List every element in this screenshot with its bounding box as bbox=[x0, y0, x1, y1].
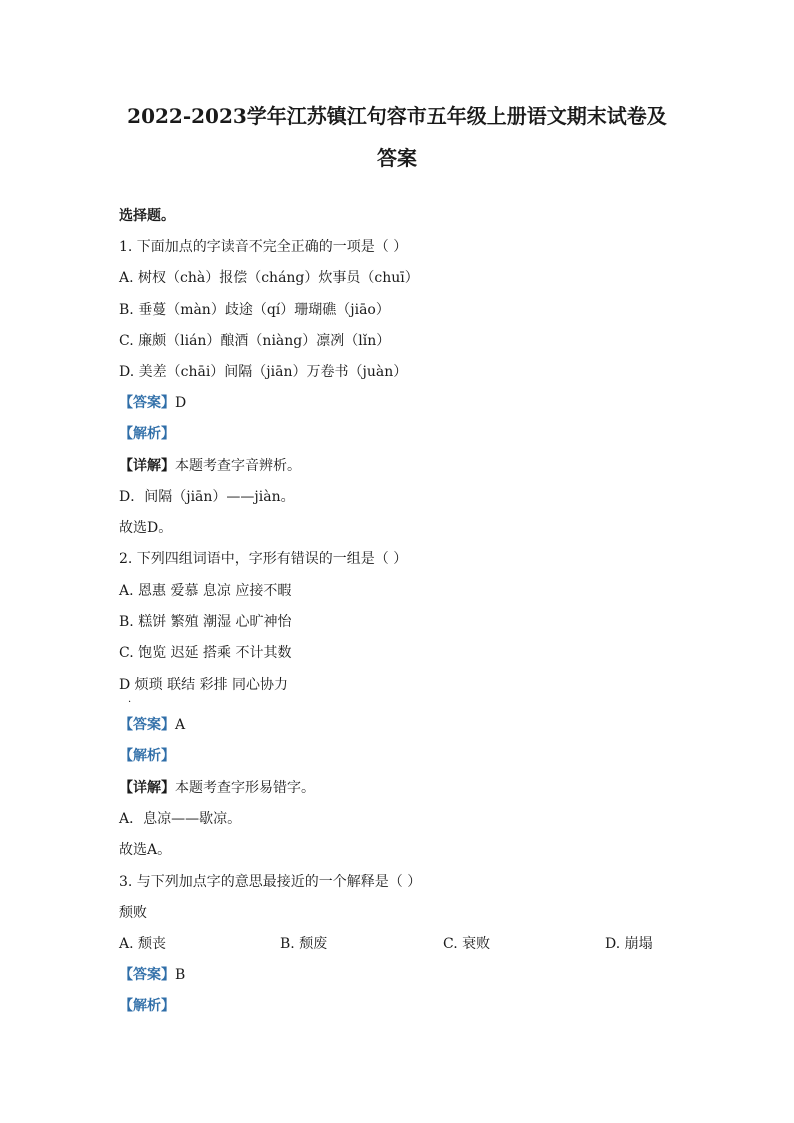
answer-tag: 【答案】 bbox=[119, 967, 175, 983]
q2-question: 2. 下列四组词语中，字形有错误的一组是（ ） bbox=[119, 551, 408, 567]
q3-option-a: A. 颓丧 bbox=[119, 936, 167, 952]
q2-analysis bbox=[119, 747, 175, 765]
q3-option-b: B. 颓废 bbox=[280, 936, 328, 952]
q1-option-a: A. 树杈（chà）报偿（cháng）炊事员（chuī） bbox=[119, 270, 419, 286]
q3-option-c: C. 衰败 bbox=[443, 936, 491, 952]
q2-conclusion: 故选A。 bbox=[119, 842, 172, 858]
document-title-line-1: 2022-2023学年江苏镇江句容市五年级上册语文期末试卷及 bbox=[127, 104, 667, 128]
q2-option-c: C. 饱览 迟延 搭乘 不计其数 bbox=[119, 645, 292, 661]
q2-answer-value: A bbox=[175, 717, 186, 733]
q3-answer-value: B bbox=[175, 967, 186, 983]
q2-detail-text: 本题考查字形易错字。 bbox=[175, 780, 315, 796]
detail-tag: 【详解】 bbox=[119, 458, 175, 474]
detail-tag: 【详解】 bbox=[119, 780, 175, 796]
q2-detail bbox=[119, 779, 315, 797]
q1-option-c: C. 廉颇（lián）酿酒（niàng）凛冽（lǐn） bbox=[119, 333, 391, 349]
q1-option-d: D. 美差（chāi）间隔（jiān）万卷书（juàn） bbox=[119, 364, 408, 380]
q1-conclusion: 故选D。 bbox=[119, 520, 173, 536]
q2-option-d: D 烦琐 联结 彩排 同心协力 bbox=[119, 677, 289, 693]
q3-analysis bbox=[119, 997, 175, 1015]
analysis-tag: 【解析】 bbox=[119, 748, 175, 764]
answer-tag: 【答案】 bbox=[119, 717, 175, 733]
analysis-tag: 【解析】 bbox=[119, 998, 175, 1014]
q1-detail-text: 本题考查字音辨析。 bbox=[175, 458, 301, 474]
q2-answer bbox=[119, 716, 185, 734]
q1-question: 1. 下面加点的字读音不完全正确的一项是（ ） bbox=[119, 239, 408, 255]
q2-option-b: B. 糕饼 繁殖 潮湿 心旷神怡 bbox=[119, 614, 292, 630]
section-heading: 选择题。 bbox=[119, 208, 175, 224]
document-title-line-2: 答案 bbox=[377, 146, 417, 170]
q3-answer bbox=[119, 966, 185, 984]
stray-dot: · bbox=[128, 697, 132, 708]
q1-analysis bbox=[119, 425, 175, 443]
q2-option-a: A. 恩惠 爱慕 息凉 应接不暇 bbox=[119, 583, 292, 599]
q1-answer bbox=[119, 394, 186, 412]
q3-word: 颓败 bbox=[119, 905, 147, 921]
q3-question: 3. 与下列加点字的意思最接近的一个解释是（ ） bbox=[119, 874, 422, 890]
analysis-tag: 【解析】 bbox=[119, 426, 175, 442]
q1-option-b: B. 垂蔓（màn）歧途（qí）珊瑚礁（jiāo） bbox=[119, 302, 390, 318]
q2-explain: A．息凉——歇凉。 bbox=[119, 811, 242, 827]
q1-detail bbox=[119, 457, 301, 475]
answer-tag: 【答案】 bbox=[119, 395, 175, 411]
q3-option-d: D. 崩塌 bbox=[605, 936, 653, 952]
q1-explain: D．间隔（jiān）——jiàn。 bbox=[119, 489, 295, 505]
q1-answer-value: D bbox=[175, 395, 187, 411]
